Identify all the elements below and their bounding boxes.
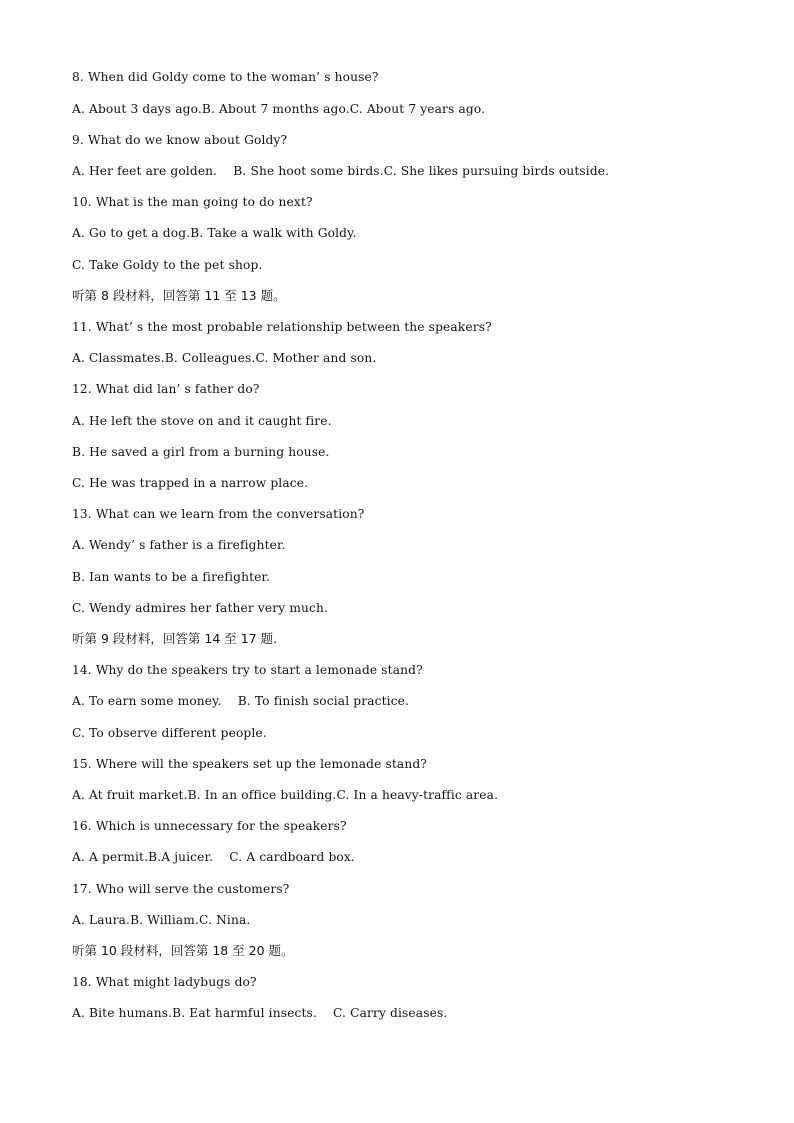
question-15-options: A. At fruit market.B. In an office building.C. In a heavy-traffic area. xyxy=(72,788,499,802)
question-17-options: A. Laura.B. William.C. Nina. xyxy=(72,913,251,927)
question-18: 18. What might ladybugs do? xyxy=(72,975,257,989)
question-15: 15. Where will the speakers set up the lemonade stand? xyxy=(72,757,427,771)
question-11: 11. What’ s the most probable relationship between the speakers? xyxy=(72,320,492,334)
question-18-options: A. Bite humans.B. Eat harmful insects. C. Carry diseases. xyxy=(72,1006,448,1020)
question-13-option-a: A. Wendy’ s father is a firefighter. xyxy=(72,538,286,552)
question-12-option-a: A. He left the stove on and it caught fire. xyxy=(72,414,332,428)
question-16-options: A. A permit.B.A juicer. C. A cardboard box. xyxy=(72,850,355,864)
question-9: 9. What do we know about Goldy? xyxy=(72,133,288,147)
question-13-option-b: B. Ian wants to be a firefighter. xyxy=(72,570,271,584)
question-12-option-c: C. He was trapped in a narrow place. xyxy=(72,476,309,490)
question-12-option-b: B. He saved a girl from a burning house. xyxy=(72,445,330,459)
section-header-9: 听第 9 段材料，回答第 14 至 17 题. xyxy=(72,631,278,646)
question-10-options-ab: A. Go to get a dog.B. Take a walk with Goldy. xyxy=(72,226,357,240)
question-9-options: A. Her feet are golden. B. She hoot some birds.C. She likes pursuing birds outside. xyxy=(72,164,610,178)
question-11-options: A. Classmates.B. Colleagues.C. Mother and son. xyxy=(72,351,377,365)
question-14: 14. Why do the speakers try to start a lemonade stand? xyxy=(72,663,423,677)
section-header-10: 听第 10 段材料，回答第 18 至 20 题。 xyxy=(72,943,294,958)
question-17: 17. Who will serve the customers? xyxy=(72,882,290,896)
question-14-options-ab: A. To earn some money. B. To finish social practice. xyxy=(72,694,410,708)
question-12: 12. What did lan’ s father do? xyxy=(72,382,260,396)
question-16: 16. Which is unnecessary for the speakers? xyxy=(72,819,347,833)
question-14-option-c: C. To observe different people. xyxy=(72,726,267,740)
section-header-8: 听第 8 段材料，回答第 11 至 13 题。 xyxy=(72,288,286,303)
question-13-option-c: C. Wendy admires her father very much. xyxy=(72,601,329,615)
question-10-option-c: C. Take Goldy to the pet shop. xyxy=(72,258,263,272)
question-10: 10. What is the man going to do next? xyxy=(72,195,313,209)
question-8: 8. When did Goldy come to the woman’ s house? xyxy=(72,70,379,84)
question-8-options: A. About 3 days ago.B. About 7 months ago.C. About 7 years ago. xyxy=(72,102,486,116)
question-13: 13. What can we learn from the conversation? xyxy=(72,507,365,521)
